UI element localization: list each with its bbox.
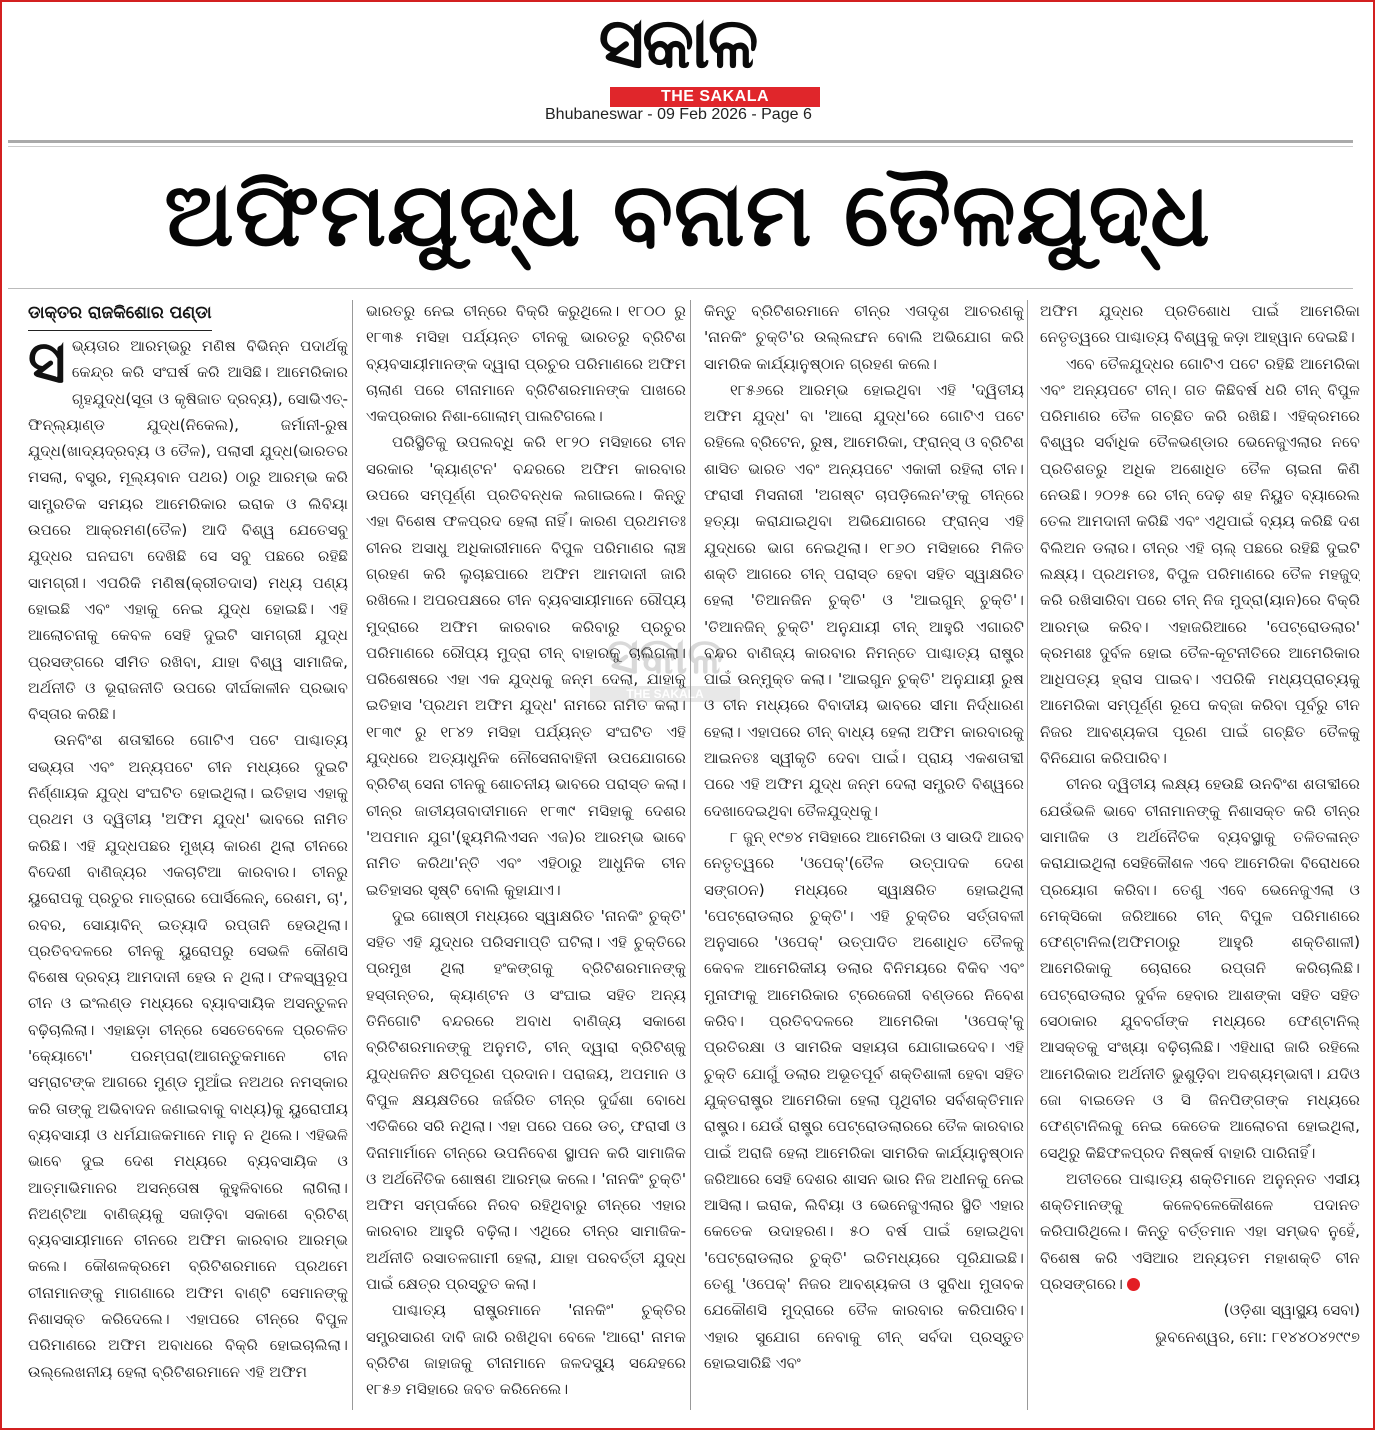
drop-cap: ସ [28, 328, 66, 396]
watermark-band: THE SAKALA [590, 686, 740, 702]
article-column-2 [366, 298, 686, 1410]
article-headline: ଅଫିମଯୁଦ୍ଧ ବନାମ ତୈଳଯୁଦ୍ଧ [164, 163, 1211, 266]
paragraph: ୧୮୫୬ରେ ଆରମ୍ଭ ହୋଇଥିବା ଏହି 'ଦ୍ୱିତୀୟ ଅଫିମ ଯୁଦ୍ଧ' ବା 'ଆରୋ ଯୁଦ୍ଧ'ରେ ଗୋଟିଏ ପଟେ ରହିଲେ ବ୍ରିଟେନ, ରୁଷ, ଆମେରିକା, ଫ୍ରାନ୍ସ୍ ଓ ବ୍ରିଟିଶ ଶାସିତ ଭାରତ ଏବଂ ଅନ୍ୟପଟେ ଏକାକୀ ରହିଲା ଚୀନ। ଫରାସୀ ମିସନାରୀ 'ଅଗଷ୍ଟ ଚାପଡ଼ିଲେନ'ଙ୍କୁ ଚୀନ୍‌ରେ ହତ୍ୟା କରାଯାଇଥିବା ଅଭିଯୋଗରେ ଫ୍ରାନ୍ସ ଏହି ଯୁଦ୍ଧରେ ଭାଗ ନେଇଥିଲା। ୧୮୬୦ ମସିହାରେ ମିଳିତ ଶକ୍ତି ଆଗରେ ଚୀନ୍ ପରାସ୍ତ ହେବା ସହିତ ସ୍ୱାକ୍ଷରିତ ହେଲା 'ତିଆନଜିନ ଚୁକ୍ତି' ଓ 'ଆଇଗୁନ୍ ଚୁକ୍ତି'। 'ତିଆନଜିନ୍ ଚୁକ୍ତି' ଅନୁଯାୟୀ ଚୀନ୍ ଆହୁରି ଏଗାରଟି ବନ୍ଦର ବାଣିଜ୍ୟ କାରବାର ନିମନ୍ତେ ପାଶ୍ଚାତ୍ୟ ରାଷ୍ଟ୍ର ପାଇଁ ଉନ୍ମୁକ୍ତ କଲା। 'ଆଇଗୁନ ଚୁକ୍ତି' ଅନୁଯାୟୀ ରୁଷ ଓ ଚୀନ ମଧ୍ୟରେ ବିବାଦୀୟ ଭାବରେ ସୀମା ନିର୍ଦ୍ଧାରଣ ହେଲା। ଏହାପରେ ଚୀନ୍ ବାଧ୍ୟ ହେଲା ଅଫିମ କାରବାରକୁ ଆଇନତଃ ସ୍ୱୀକୃତି ଦେବା ପାଇଁ। ପ୍ରାୟ ଏକଶତାବ୍ଦୀ ପରେ ଏହି ଅଫିମ ଯୁଦ୍ଧ ଜନ୍ମ ଦେଲା ସମ୍ପ୍ରତି ବିଶ୍ୱରେ ଦେଖାଦେଇଥିବା ତୈଳଯୁଦ୍ଧକୁ। [704, 380, 1024, 820]
paragraph: ଏବେ ତୈଳଯୁଦ୍ଧର ଗୋଟିଏ ପଟେ ରହିଛି ଆମେରିକା ଏବଂ ଅନ୍ୟପଟେ ଚୀନ୍। ଗତ କିଛିବର୍ଷ ଧରି ଚୀନ୍ ବିପୁଳ ପରିମାଣର ତୈଳ ଗଚ୍ଛିତ କରି ରଖିଛି। ଏହିକ୍ରମରେ ବିଶ୍ୱର ସର୍ବାଧିକ ତୈଳଭଣ୍ଡାର ଭେନେଜୁଏଲାର ନବେ ପ୍ରତିଶତରୁ ଅଧିକ ଅଶୋଧିତ ତୈଳ ଚାଇନା କିଣି ନେଉଛି। ୨୦୨୫ ରେ ଚୀନ୍ ଦେଢ଼ ଶହ ନିୟୁତ ବ୍ୟାରେଲ ତେଲ ଆମଦାନୀ କରିଛି ଏବଂ ଏଥିପାଇଁ ବ୍ୟୟ କରିଛି ଦଶ ବିଲିଅନ ଡଲାର। ଚୀନ୍‌ର ଏହି ଚାଲ୍ ପଛରେ ରହିଛି ଦୁଇଟି ଲକ୍ଷ୍ୟ। ପ୍ରଥମତଃ, ବିପୁଳ ପରିମାଣରେ ତୈଳ ମହଜୁଦ୍ କରି ରଖିସାରିବା ପରେ ଚୀନ୍ ନିଜ ମୁଦ୍ରା(ୟାନ)ରେ ବିକ୍ରି ଆରମ୍ଭ କରିବ। ଏହାଜରିଆରେ 'ପେଟ୍ରୋଡଲାର' କ୍ରମଶଃ ଦୁର୍ବଳ ହୋଇ ତୈଳ-କୂଟନୀତିରେ ଆମେରିକାର ଆଧିପତ୍ୟ ହ୍ରାସ ପାଇବ। ଏପରିକି ମଧ୍ୟପ୍ରାଚ୍ୟକୁ ଆମେରିକା ସମ୍ପୂର୍ଣ୍ଣ ରୂପେ କବ୍‌ଜା କରିବା ପୂର୍ବରୁ ଚୀନ ନିଜର ଆବଶ୍ୟକତା ପୂରଣ ପାଇଁ ଗଚ୍ଛିତ ତୈଳକୁ ବିନିଯୋଗ କରିପାରିବ। [1040, 354, 1360, 768]
watermark-text: ସକାଳ [606, 627, 724, 685]
paragraph: ଅଫିମ ଯୁଦ୍ଧର ପ୍ରତିଶୋଧ ପାଇଁ ଆମେରିକା ନେତୃତ୍ୱରେ ପାଶ୍ଚାତ୍ୟ ବିଶ୍ୱକୁ କଡ଼ା ଆହ୍ୱାନ ଦେଇଛି। [1040, 302, 1360, 347]
masthead [0, 0, 1375, 140]
author-contact: ଭୁବନେଶ୍ୱର, ମୋ: ୮୧୪୪୦୪୨୯୯୭ [1155, 1327, 1360, 1346]
article-column-3 [704, 298, 1024, 1410]
column-divider [690, 300, 691, 1410]
paragraph [1040, 1166, 1360, 1297]
masthead-divider-thin [8, 146, 1353, 147]
logo-odia-text: ସକାଳ [598, 2, 757, 84]
article-column-1 [28, 298, 348, 1410]
paragraph: ପାଶ୍ଚାତ୍ୟ ରାଷ୍ଟ୍ରମାନେ 'ନାନକିଂ' ଚୁକ୍ତିର ସମ୍ପ୍ରସାରଣ ଦାବି ଜାରି ରଖିଥିବା ବେଳେ 'ଆରୋ' ନାମକ ବ୍ରିଟିଶ ଜାହାଜକୁ ଚୀନାମାନେ ଜଳଦସ୍ୟୁ ସନ୍ଦେହରେ ୧୮୫୬ ମସିହାରେ ଜବତ କରିନେଲେ। [366, 1301, 686, 1399]
edition-info: Bhubaneswar - 09 Feb 2026 - Page 6 [545, 106, 812, 123]
paragraph-text: ଅତୀତରେ ପାଶ୍ଚାତ୍ୟ ଶକ୍ତିମାନେ ଅନୁନ୍ନତ ଏସୀୟ ଶକ୍ତିମାନଙ୍କୁ କଳେବଳେକୌଶଳେ ପଦାନତ କରିପାରିଥିଲେ। କିନ୍ତୁ ବର୍ତ୍ତମାନ ଏହା ସମ୍ଭବ ନୁହେଁ, ବିଶେଷ କରି ଏସିଆର ଅନ୍ୟତମ ମହାଶକ୍ତି ଚୀନ ପ୍ରସଙ୍ଗରେ। [1040, 1169, 1360, 1293]
headline-divider [8, 288, 1353, 289]
paragraph: କିନ୍ତୁ ବ୍ରିଟିଶରମାନେ ଚୀନ୍‌ର ଏତାଦୃଶ ଆଚରଣକୁ 'ନାନକିଂ ଚୁକ୍ତି'ର ଉଲ୍ଲଙ୍ଘନ ବୋଲି ଅଭିଯୋଗ କରି ସାମରିକ କାର୍ଯ୍ୟାନୁଷ୍ଠାନ ଗ୍ରହଣ କଲେ। [704, 302, 1024, 373]
paragraph: ପରିସ୍ଥିତିକୁ ଉପଲବ୍ଧି କରି ୧୮୨୦ ମସିହାରେ ଚୀନ ସରକାର 'କ୍ୟାଣ୍ଟନ' ବନ୍ଦରରେ ଅଫିମ କାରବାର ଉପରେ ସମ୍ପୂର୍ଣ୍ଣ ପ୍ରତିବନ୍ଧକ ଲଗାଇଲେ। କିନ୍ତୁ ଏହା ବିଶେଷ ଫଳପ୍ରଦ ହେଲା ନାହିଁ। କାରଣ ପ୍ରଥମତଃ ଚୀନର ଅସାଧୁ ଅଧିକାରୀମାନେ ବିପୁଳ ପରିମାଣର ଲାଞ୍ଚ ଗ୍ରହଣ କରି ଲୁଚାଛପାରେ ଅଫିମ ଆମଦାନୀ ଜାରି ରଖିଲେ। ଅପରପକ୍ଷରେ ଚୀନ ବ୍ୟବସାୟୀମାନେ ରୌପ୍ୟ ମୁଦ୍ରାରେ ଅଫିମ କାରବାର କରିବାରୁ ପ୍ରଚୁର ପରିମାଣରେ ରୌପ୍ୟ ମୁଦ୍ରା ଚୀନ୍ ବାହାରକୁ ଚାଲିଗଲା। ପରିଶେଷରେ ଏହା ଏକ ଯୁଦ୍ଧକୁ ଜନ୍ମ ଦେଲା, ଯାହାକୁ ଇତିହାସ 'ପ୍ରଥମ ଅଫିମ ଯୁଦ୍ଧ' ନାମରେ ନାମିତ କଲା। ୧୮୩୯ ରୁ ୧୮୪୨ ମସିହା ପର୍ଯ୍ୟନ୍ତ ସଂଘଟିତ ଏହି ଯୁଦ୍ଧରେ ଅତ୍ୟାଧୁନିକ ନୌସେନାବାହିନୀ ଉପଯୋଗରେ ବ୍ରିଟିଶ୍ ସେନା ଚୀନକୁ ଶୋଚନୀୟ ଭାବରେ ପରାସ୍ତ କଲା। ଚୀନ୍‌ର ଜାତୀୟତାବାଦୀମାନେ ୧୮୩୯ ମସିହାକୁ ଦେଶର 'ଅପମାନ ଯୁଗ'(ହ୍ୟୁମିଲିଏସନ ଏଜ)ର ଆରମ୍ଭ ଭାବେ ନାମିତ କରିଥା'ନ୍ତି ଏବଂ ଏହିଠାରୁ ଆଧୁନିକ ଚୀନ ଇତିହାସର ସୃଷ୍ଟି ବୋଲି କୁହାଯାଏ। [366, 433, 686, 899]
article-column-4 [1040, 298, 1360, 1410]
column-divider [1027, 300, 1028, 1410]
end-mark-icon [1127, 1278, 1140, 1291]
source-credit: (ଓଡ଼ିଶା ସ୍ୱାସ୍ଥ୍ୟ ସେବା) [1223, 1301, 1360, 1320]
paragraph-text: ଭ୍ୟତାର ଆରମ୍ଭରୁ ମଣିଷ ବିଭିନ୍ନ ପଦାର୍ଥକୁ କେନ୍ଦ୍ର କରି ସଂଘର୍ଷ କରି ଆସିଛି। ଆମେରିକାର ଗୃହଯୁଦ୍ଧ(ସୂତା ଓ କୃଷିଜାତ ଦ୍ରବ୍ୟ), ସୋଭିଏତ୍-ଫିନ୍‌ଲ୍ୟାଣ୍ଡ ଯୁଦ୍ଧ(ନିକେଲ), ଜର୍ମାନୀ-ରୁଷ ଯୁଦ୍ଧ(ଖାଦ୍ୟଦ୍ରବ୍ୟ ଓ ତୈଳ), ପଲାସୀ ଯୁଦ୍ଧ(ଭାରତର ମସଲା, ବସ୍ତ୍ର, ମୂଲ୍ୟବାନ ପଥର) ଠାରୁ ଆରମ୍ଭ କରି ସାମ୍ପ୍ରତିକ ସମୟର ଆମେରିକାର ଇରାକ ଓ ଲିବିୟା ଉପରେ ଆକ୍ରମଣ(ତୈଳ) ଆଦି ବିଶ୍ୱ ଯେତେସବୁ ଯୁଦ୍ଧର ଘନଘଟା ଦେଖିଛି ସେ ସବୁ ପଛରେ ରହିଛି ସାମଗ୍ରୀ। ଏପରିକି ମଣିଷ(କ୍ରୀତଦାସ) ମଧ୍ୟ ପଣ୍ୟ ହୋଇଛି ଏବଂ ଏହାକୁ ନେଇ ଯୁଦ୍ଧ ହୋଇଛି। ଏହି ଆଲୋଚନାକୁ କେବଳ ସେହି ଦୁଇଟି ସାମଗ୍ରୀ ଯୁଦ୍ଧ ପ୍ରସଙ୍ଗରେ ସୀମିତ ରଖିବା, ଯାହା ବିଶ୍ୱ ସାମାଜିକ, ଅର୍ଥନୀତି ଓ ଭୂରାଜନୀତି ଉପରେ ଦୀର୍ଘକାଳୀନ ପ୍ରଭାବ ବିସ୍ତାର କରିଛି। [28, 337, 348, 724]
author-byline: ଡାକ୍ତର ରାଜକିଶୋର ପଣ୍ଡା [28, 298, 212, 331]
paragraph: ଉନବିଂଶ ଶତାବ୍ଦୀରେ ଗୋଟିଏ ପଟେ ପାଶ୍ଚାତ୍ୟ ସଭ୍ୟତା ଏବଂ ଅନ୍ୟପଟେ ଚୀନ ମଧ୍ୟରେ ଦୁଇଟି ନିର୍ଣ୍ଣାୟକ ଯୁଦ୍ଧ ସଂଘଟିତ ହୋଇଥିଲା। ଇତିହାସ ଏହାକୁ ପ୍ରଥମ ଓ ଦ୍ୱିତୀୟ 'ଅଫିମ ଯୁଦ୍ଧ' ଭାବରେ ନାମିତ କରିଛି। ଏହି ଯୁଦ୍ଧପଛର ମୁଖ୍ୟ କାରଣ ଥିଲା ଚୀନରେ ବିଦେଶୀ ବାଣିଜ୍ୟର ଏକଚାଟିଆ କାରବାର। ଚୀନରୁ ୟୁରୋପକୁ ପ୍ରଚୁର ମାତ୍ରାରେ ପୋର୍ସିଲେନ୍, ରେଶମ, ଚା', ରବର, ସୋୟାବିନ୍ ଇତ୍ୟାଦି ରପ୍ତାନି ହେଉଥିଲା। ପ୍ରତିବଦଳରେ ଚୀନକୁ ୟୁରୋପରୁ ସେଭଳି କୌଣସି ବିଶେଷ ଦ୍ରବ୍ୟ ଆମଦାନୀ ହେଉ ନ ଥିଲା। ଫଳସ୍ୱରୂପ ଚୀନ ଓ ଇଂଲଣ୍ଡ ମଧ୍ୟରେ ବ୍ୟାବସାୟିକ ଅସନ୍ତୁଳନ ବଢ଼ିଚାଲିଲା। ଏହାଛଡ଼ା ଚୀନ୍‌ରେ ସେତେବେଳେ ପ୍ରଚଳିତ 'କ୍ୟୋଟୋ' ପରମ୍ପରା(ଆଗନ୍ତୁକମାନେ ଚୀନ ସମ୍ରାଟଙ୍କ ଆଗରେ ମୁଣ୍ଡ ମୁଆଁଇ ନଅଥର ନମସ୍କାର କରି ତାଙ୍କୁ ଅଭିବାଦନ ଜଣାଇବାକୁ ବାଧ୍ୟ)କୁ ୟୁରୋପୀୟ ବ୍ୟବସାୟୀ ଓ ଧର୍ମଯାଜକମାନେ ମାନୁ ନ ଥିଲେ। ଏହିଭଳି ଭାବେ ଦୁଇ ଦେଶ ମଧ୍ୟରେ ବ୍ୟବସାୟିକ ଓ ଆତ୍ମାଭିମାନର ଅସନ୍ତୋଷ କୁହୁଳିବାରେ ଲାଗିଲା। ନିଅଣ୍ଟିଆ ବାଣିଜ୍ୟକୁ ସଜାଡ଼ିବା ସକାଶେ ବ୍ରିଟିଶ୍ ବ୍ୟବସାୟୀମାନେ ଚୀନରେ ଅଫିମ କାରବାର ଆରମ୍ଭ କଲେ। କୌଶଳକ୍ରମେ ବ୍ରିଟିଶରମାନେ ପ୍ରଥମେ ଚୀନାମାନଙ୍କୁ ମାଗଣାରେ ଅଫିମ ବାଣ୍ଟି ସେମାନଙ୍କୁ ନିଶାସକ୍ତ କରିଦେଲେ। ଏହାପରେ ଚୀନ୍‌ରେ ବିପୁଳ ପରିମାଣରେ ଅଫିମ ଅବାଧରେ ବିକ୍ରି ହୋଇଚାଲିଲା। ଉଲ୍ଲେଖନୀୟ ହେଲା ବ୍ରିଟିଶରମାନେ ଏହି ଅଫିମ [28, 731, 348, 1381]
paragraph: ଭାରତରୁ ନେଇ ଚୀନ୍‌ରେ ବିକ୍ରି କରୁଥିଲେ। ୧୮୦୦ ରୁ ୧୮୩୫ ମସିହା ପର୍ଯ୍ୟନ୍ତ ଚୀନକୁ ଭାରତରୁ ବ୍ରିଟିଶ ବ୍ୟବସାୟୀମାନଙ୍କ ଦ୍ୱାରା ପ୍ରଚୁର ପରିମାଣରେ ଅଫିମ ଚାଲାଣ ପରେ ଚୀନାମାନେ ବ୍ରିଟିଶରମାନଙ୍କ ପାଖରେ ଏକପ୍ରକାର ନିଶା-ଗୋଲାମ୍ ପାଲଟିଗଲେ। [366, 302, 686, 426]
newspaper-logo[interactable] [540, 2, 815, 105]
masthead-divider [8, 140, 1353, 143]
logo-english-band: THE SAKALA [610, 87, 820, 107]
paragraph [28, 328, 348, 727]
column-divider [352, 300, 353, 1410]
paragraph: ଚୀନର ଦ୍ୱିତୀୟ ଲକ୍ଷ୍ୟ ହେଉଛି ଉନବିଂଶ ଶତାବ୍ଦୀରେ ଯେଉଁଭଳି ଭାବେ ଚୀନାମାନଙ୍କୁ ନିଶାସକ୍ତ କରି ଚୀନ୍‌ର ସାମାଜିକ ଓ ଅର୍ଥନୈତିକ ବ୍ୟବସ୍ଥାକୁ ତଳିତଳାନ୍ତ କରାଯାଇଥିଲା ସେହିକୌଶଳ ଏବେ ଆମେରିକା ବିରୋଧରେ ପ୍ରୟୋଗ କରିବା। ତେଣୁ ଏବେ ଭେନେଜୁଏଲା ଓ ମେକ୍ସିକୋ ଜରିଆରେ ଚୀନ୍ ବିପୁଳ ପରିମାଣରେ ଫେଣ୍ଟାନିଲ(ଅଫିମଠାରୁ ଆହୁରି ଶକ୍ତିଶାଳୀ) ଆମେରିକାକୁ ଚୋରାରେ ରପ୍ତାନି କରିଚାଲିଛି। ପେଟ୍ରୋଡଲାର ଦୁର୍ବଳ ହେବାର ଆଶଙ୍କା ସହିତ ସହିତ ସେଠାକାର ଯୁବବର୍ଗଙ୍କ ମଧ୍ୟରେ ଫେଣ୍ଟାନିଲ୍ ଆସକ୍ତକୁ ସଂଖ୍ୟା ବଢ଼ିଚାଲିଛି। ଏହିଧାରା ଜାରି ରହିଲେ ଆମେରିକାର ଅର୍ଥନୀତି ଭୁଶୁଡ଼ିବା ଅବଶ୍ୟମ୍ଭାବୀ। ଯଦିଓ ଜୋ ବାଇଡେନ ଓ ସି ଜିନପିଙ୍ଗଙ୍କ ମଧ୍ୟରେ ଫେଣ୍ଟାନିଲକୁ ନେଇ କେତେକ ଆଲୋଚନା ହୋଇଥିଲା, ସେଥିରୁ କିଛିଫଳପ୍ରଦ ନିଷ୍କର୍ଷ ବାହାରି ପାରିନାହିଁ। [1040, 775, 1360, 1162]
paragraph: ୮ ଜୁନ୍ ୧୯୭୪ ମସିହାରେ ଆମେରିକା ଓ ସାଉଦି ଆରବ ନେତୃତ୍ୱରେ 'ଓପେକ୍'(ତୈଳ ଉତ୍ପାଦକ ଦେଶ ସଙ୍ଗଠନ) ମଧ୍ୟରେ ସ୍ୱାକ୍ଷରିତ ହୋଇଥିଲା 'ପେଟ୍ରୋଡଲାର ଚୁକ୍ତି'। ଏହି ଚୁକ୍ତିର ସର୍ତ୍ତାବଳୀ ଅନୁସାରେ 'ଓପେକ୍' ଉତ୍ପାଦିତ ଅଶୋଧିତ ତୈଳକୁ କେବଳ ଆମେରିକୀୟ ଡଲାର ବିନିମୟରେ ବିକିବ ଏବଂ ମୁନାଫାକୁ ଆମେରିକାର ଟ୍ରେଜେରୀ ବଣ୍ଡରେ ନିବେଶ କରିବ। ପ୍ରତିବଦଳରେ ଆମେରିକା 'ଓପେକ୍'କୁ ପ୍ରତିରକ୍ଷା ଓ ସାମରିକ ସହାୟତା ଯୋଗାଇଦେବ। ଏହି ଚୁକ୍ତି ଯୋଗୁଁ ଡଲାର ଅଭୂତପୂର୍ବ ଶକ୍ତିଶାଳୀ ହେବା ସହିତ ଯୁକ୍ତରାଷ୍ଟ୍ର ଆମେରିକା ହେଲା ପୃଥିବୀର ସର୍ବଶକ୍ତିମାନ ରାଷ୍ଟ୍ର। ଯେଉଁ ରାଷ୍ଟ୍ର ପେଟ୍ରୋଡଲାରରେ ତୈଳ କାରବାର ପାଇଁ ଅରାଜି ହେଲା ଆମେରିକା ସାମରିକ କାର୍ଯ୍ୟାନୁଷ୍ଠାନ ଜରିଆରେ ସେହି ଦେଶର ଶାସନ ଭାର ନିଜ ଅଧୀନକୁ ନେଇ ଆସିଲା। ଇରାକ, ଲିବିୟା ଓ ଭେନେଜୁଏଲାର ସ୍ଥିତି ଏହାର କେତେକ ଉଦାହରଣ। ୫୦ ବର୍ଷ ପାଇଁ ହୋଇଥିବା 'ପେଟ୍ରୋଡଲାର ଚୁକ୍ତି' ଇତିମଧ୍ୟରେ ପୂରିଯାଇଛି। ତେଣୁ 'ଓପେକ୍' ନିଜର ଆବଶ୍ୟକତା ଓ ସୁବିଧା ମୁତାବକ ଯେକୌଣସି ମୁଦ୍ରାରେ ତୈଳ କାରବାର କରିପାରିବ। ଏହାର ସୁଯୋଗ ନେବାକୁ ଚୀନ୍ ସର୍ବଦା ପ୍ରସ୍ତୁତ ହୋଇସାରିଛି ଏବଂ [704, 827, 1024, 1372]
paragraph: ଦୁଇ ଗୋଷ୍ଠୀ ମଧ୍ୟରେ ସ୍ୱାକ୍ଷରିତ 'ନାନକିଂ ଚୁକ୍ତି' ସହିତ ଏହି ଯୁଦ୍ଧର ପରିସମାପ୍ତି ଘଟିଲା। ଏହି ଚୁକ୍ତିରେ ପ୍ରମୁଖ ଥିଲା ହଂକଙ୍ଗକୁ ବ୍ରିଟିଶରମାନଙ୍କୁ ହସ୍ତାନ୍ତର, କ୍ୟାଣ୍ଟନ ଓ ସଂଘାଇ ସହିତ ଅନ୍ୟ ତିନିଗୋଟି ବନ୍ଦରରେ ଅବାଧ ବାଣିଜ୍ୟ ସକାଶେ ବ୍ରିଟିଶରମାନଙ୍କୁ ଅନୁମତି, ଚୀନ୍ ଦ୍ୱାରା ବ୍ରିଟିଶ୍‌କୁ ଯୁଦ୍ଧଜନିତ କ୍ଷତିପୂରଣ ପ୍ରଦାନ। ପରାଜୟ, ଅପମାନ ଓ ବିପୁଳ କ୍ଷୟକ୍ଷତିରେ ଜର୍ଜରିତ ଚୀନ୍‌ର ଦୁର୍ଦ୍ଦଶା ବୋଧେ ଏତିକିରେ ସରି ନଥିଲା। ଏହା ପରେ ପରେ ଡଚ୍, ଫରାସୀ ଓ ଦିନାମାର୍ମାନେ ଚୀନ୍‌ରେ ଉପନିବେଶ ସ୍ଥାପନ କରି ସାମାଜିକ ଓ ଅର୍ଥନୈତିକ ଶୋଷଣ ଆରମ୍ଭ କଲେ। 'ନାନକିଂ ଚୁକ୍ତି' ଅଫିମ ସମ୍ପର୍କରେ ନିରବ ରହିଥିବାରୁ ଚୀନ୍‌ରେ ଏହାର କାରବାର ଆହୁରି ବଢ଼ିଲା। ଏଥିରେ ଚୀନ୍‌ର ସାମାଜିକ-ଅର୍ଥନୀତି ରସାତଳଗାମୀ ହେଲା, ଯାହା ପରବର୍ତ୍ତୀ ଯୁଦ୍ଧ ପାଇଁ କ୍ଷେତ୍ର ପ୍ରସ୍ତୁତ କଲା। [366, 906, 686, 1293]
